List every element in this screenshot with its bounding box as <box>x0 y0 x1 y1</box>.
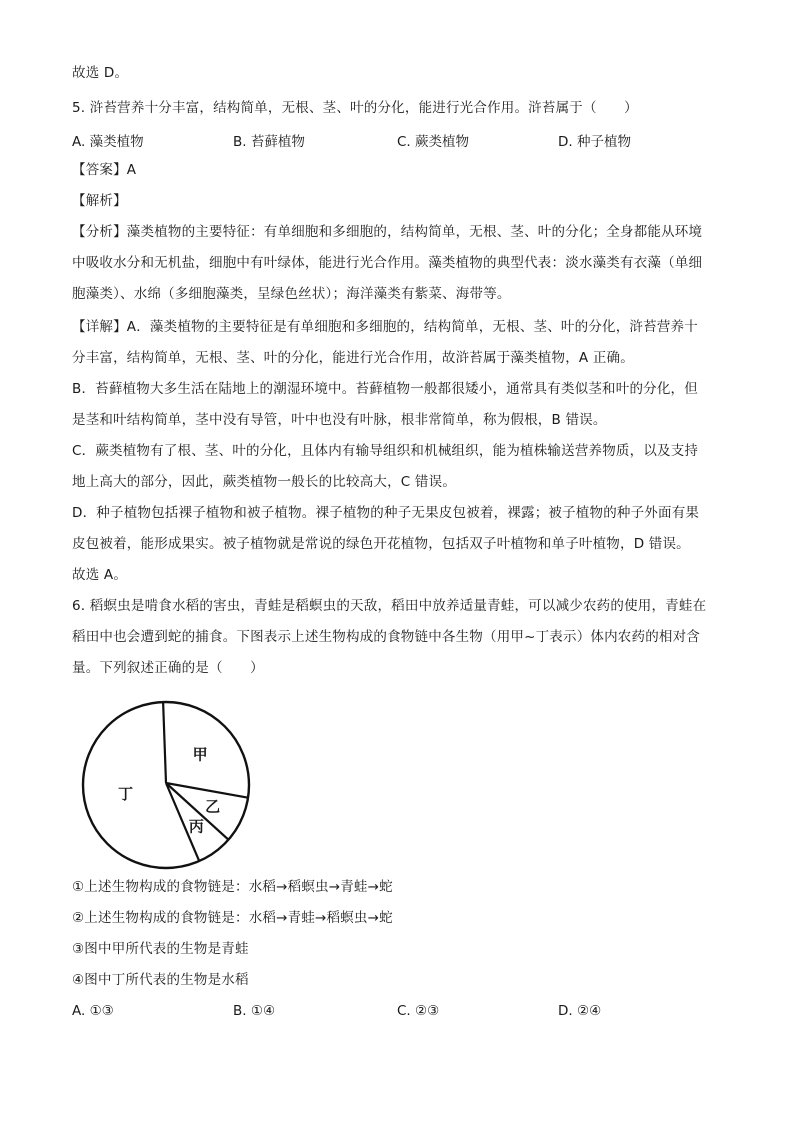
question-6-stem-2: 稻田中也会遭到蛇的捕食。下图表示上述生物构成的食物链中各生物（用甲~丁表示）体内农药的相对含 <box>72 629 701 645</box>
label-ding: 丁 <box>118 785 134 804</box>
pesticide-pie-chart <box>70 700 260 870</box>
analysis-line-1: 【分析】藻类植物的主要特征：有单细胞和多细胞的，结构简单，无根、茎、叶的分化；全身都能从环境 <box>72 224 703 240</box>
q6-option-a: A. ①③ <box>72 1003 114 1019</box>
analysis-heading: 【解析】 <box>72 193 127 209</box>
statement-3: ③图中甲所代表的生物是青蛙 <box>72 941 249 957</box>
question-6-stem-1: 6. 稻螟虫是啃食水稻的害虫，青蛙是稻螟虫的天敌，稻田中放养适量青蛙，可以减少农药的使用，青蛙在 <box>72 598 707 614</box>
detail-line-5: C．蕨类植物有了根、茎、叶的分化，且体内有输导组织和机械组织，能为植株输送营养物质，以及支持 <box>72 443 699 459</box>
analysis-line-2: 中吸收水分和无机盐，细胞中有叶绿体，能进行光合作用。藻类植物的典型代表：淡水藻类有衣藻（单细 <box>72 255 703 271</box>
line-1: 故选 D。 <box>72 65 129 81</box>
label-yi: 乙 <box>205 797 221 816</box>
question-5-stem: 5. 浒苔营养十分丰富，结构简单，无根、茎、叶的分化，能进行光合作用。浒苔属于（ ） <box>72 100 638 116</box>
q5-option-a: A. 藻类植物 <box>72 134 144 150</box>
q6-option-b: B. ①④ <box>233 1003 276 1019</box>
label-bing: 丙 <box>188 817 204 836</box>
conclusion-line: 故选 A。 <box>72 567 128 583</box>
q6-option-c: C. ②③ <box>397 1003 440 1019</box>
q5-option-d: D. 种子植物 <box>558 134 631 150</box>
answer-line: 【答案】A <box>72 162 137 178</box>
q6-option-d: D. ②④ <box>558 1003 602 1019</box>
detail-line-6: 地上高大的部分，因此，蕨类植物一般长的比较高大，C 错误。 <box>72 474 457 490</box>
statement-1: ①上述生物构成的食物链是：水稻→稻螟虫→青蛙→蛇 <box>72 879 393 895</box>
detail-line-4: 是茎和叶结构简单，茎中没有导管，叶中也没有叶脉，根非常简单，称为假根，B 错误。 <box>72 412 607 428</box>
analysis-line-3: 胞藻类）、水绵（多细胞藻类，呈绿色丝状）；海洋藻类有紫菜、海带等。 <box>72 286 511 302</box>
detail-line-3: B．苔藓植物大多生活在陆地上的潮湿环境中。苔藓植物一般都很矮小，通常具有类似茎和叶的分化，但 <box>72 381 698 397</box>
label-jia: 甲 <box>192 745 208 764</box>
question-6-stem-3: 量。下列叙述正确的是（ ） <box>72 660 264 676</box>
q5-option-c: C. 蕨类植物 <box>397 134 470 150</box>
statement-2: ②上述生物构成的食物链是：水稻→青蛙→稻螟虫→蛇 <box>72 910 393 926</box>
detail-line-7: D．种子植物包括裸子植物和被子植物。裸子植物的种子无果皮包被着，裸露；被子植物的种子外面有果 <box>72 505 700 521</box>
detail-line-8: 皮包被着，能形成果实。被子植物就是常说的绿色开花植物，包括双子叶植物和单子叶植物，D 错误。 <box>72 536 690 552</box>
detail-line-1: 【详解】A．藻类植物的主要特征是有单细胞和多细胞的，结构简单，无根、茎、叶的分化，浒苔营养十 <box>72 319 698 335</box>
detail-line-2: 分丰富，结构简单，无根、茎、叶的分化，能进行光合作用，故浒苔属于藻类植物，A 正确。 <box>72 350 634 366</box>
q5-option-b: B. 苔藓植物 <box>233 134 305 150</box>
statement-4: ④图中丁所代表的生物是水稻 <box>72 972 249 988</box>
